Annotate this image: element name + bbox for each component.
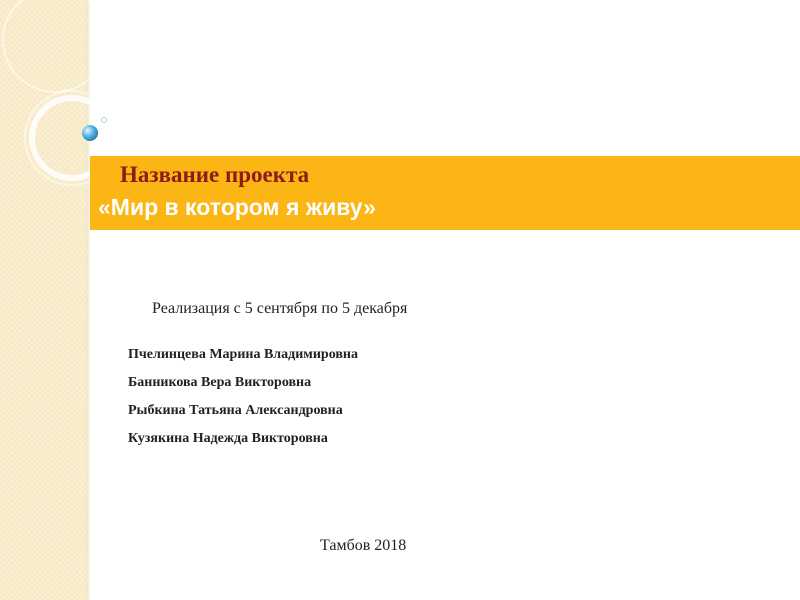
- project-title-label: Название проекта: [120, 162, 310, 187]
- project-title-name: «Мир в котором я живу»: [98, 194, 376, 220]
- small-bubble-icon: [102, 118, 107, 123]
- author-name: Пчелинцева Марина Владимировна: [128, 347, 358, 362]
- city-year: Тамбов 2018: [320, 537, 407, 554]
- authors-list: [128, 346, 358, 458]
- implementation-period: Реализация с 5 сентября по 5 декабря: [152, 300, 408, 317]
- side-panel-edge: [86, 0, 90, 600]
- author-name: Банникова Вера Викторовна: [128, 375, 312, 390]
- side-panel: [0, 0, 86, 600]
- author-name: Кузякина Надежда Викторовна: [128, 431, 328, 446]
- author-name: Рыбкина Татьяна Александровна: [128, 403, 343, 418]
